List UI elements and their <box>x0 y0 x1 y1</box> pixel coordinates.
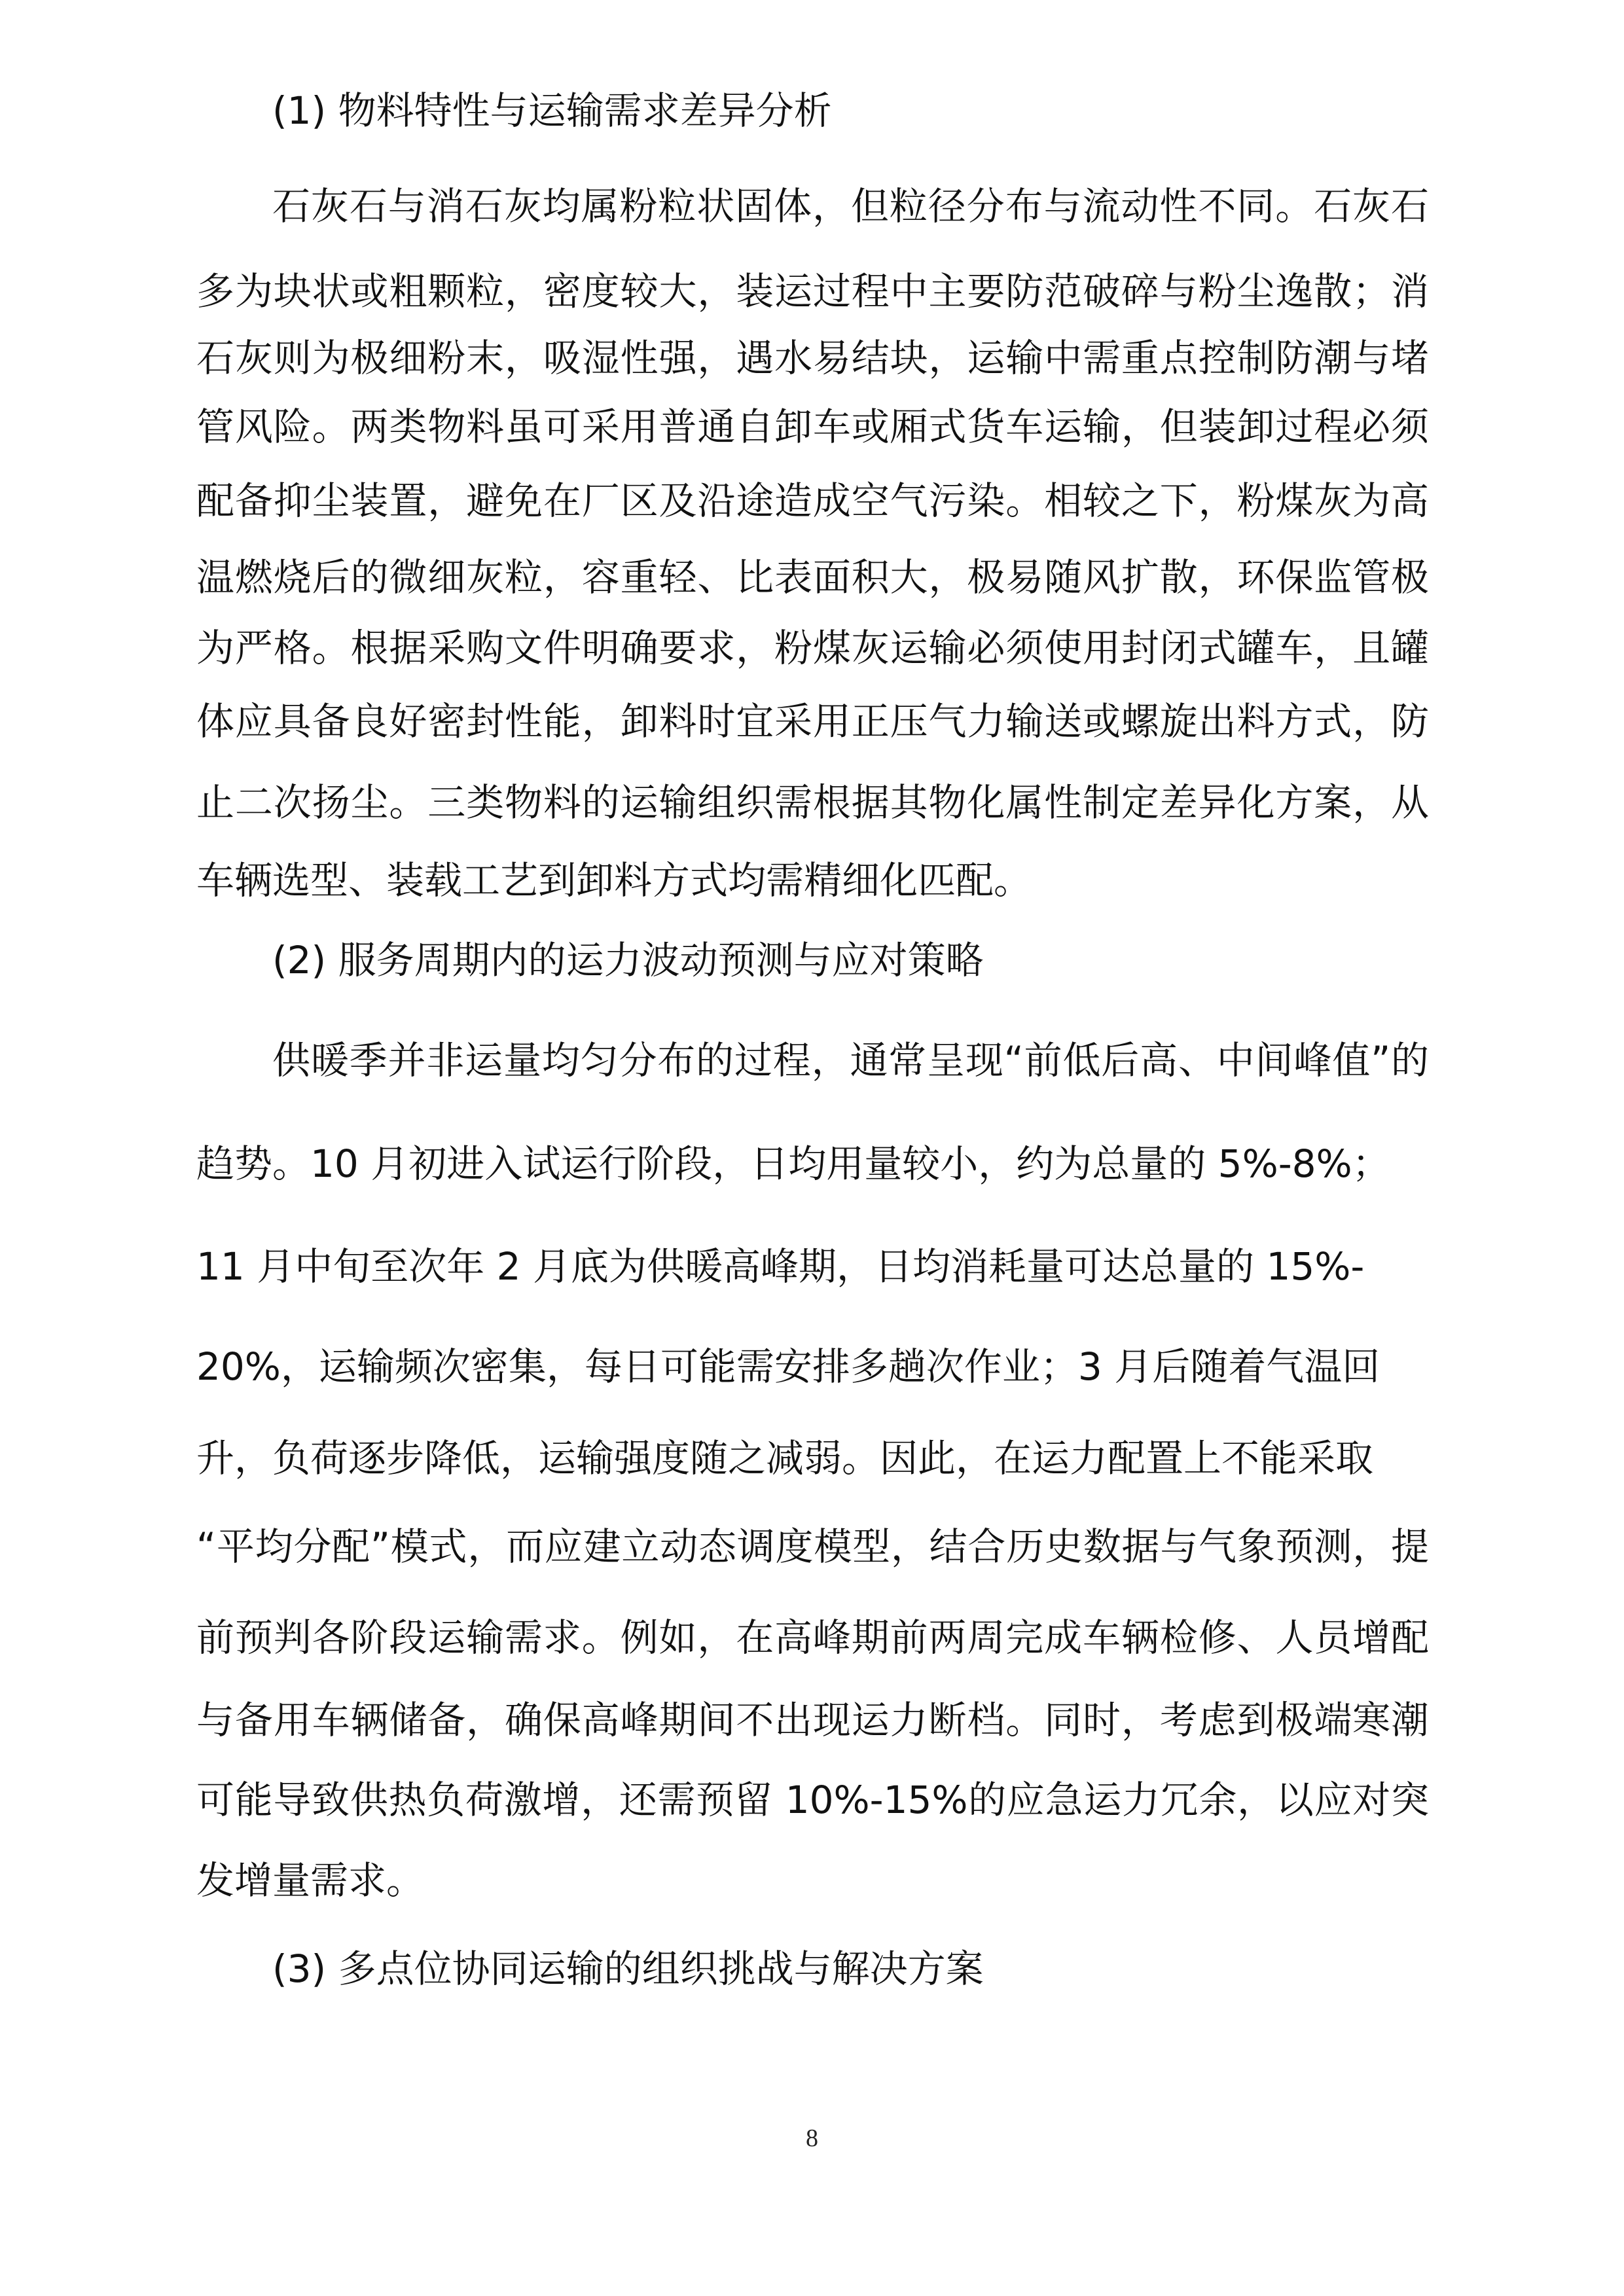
text-line: 体应具备良好密封性能，卸料时宜采用正压气力输送或螺旋出料方式，防 <box>196 699 1429 744</box>
text-line: 管风险。两类物料虽可采用普通自卸车或厢式货车运输，但装卸过程必须 <box>196 404 1429 449</box>
text-line: 升，负荷逐步降低，运输强度随之减弱。因此，在运力配置上不能采取 <box>196 1436 1374 1480</box>
text-line: 多为块状或粗颗粒，密度较大，装运过程中主要防范破碎与粉尘逸散；消 <box>196 269 1429 314</box>
text-line: 可能导致供热负荷激增，还需预留 10%-15%的应急运力冗余，以应对突 <box>196 1778 1429 1822</box>
heading-2: (2) 服务周期内的运力波动预测与应对策略 <box>272 938 984 982</box>
text-line: 20%，运输频次密集，每日可能需安排多趟次作业；3 月后随着气温回 <box>196 1344 1380 1389</box>
text-line: 前预判各阶段运输需求。例如，在高峰期前两周完成车辆检修、人员增配 <box>196 1615 1429 1660</box>
text-line: 温燃烧后的微细灰粒，容重轻、比表面积大，极易随风扩散，环保监管极 <box>196 555 1429 600</box>
page-number: 8 <box>806 2125 818 2152</box>
text-line: 为严格。根据采购文件明确要求，粉煤灰运输必须使用封闭式罐车，且罐 <box>196 626 1429 670</box>
text-line: 石灰石与消石灰均属粉粒状固体，但粒径分布与流动性不同。石灰石 <box>272 184 1429 228</box>
text-line: “平均分配”模式，而应建立动态调度模型，结合历史数据与气象预测，提 <box>196 1524 1429 1569</box>
text-line: 趋势。10 月初进入试运行阶段，日均用量较小，约为总量的 5%-8%； <box>196 1141 1390 1186</box>
text-line: 配备抑尘装置，避免在厂区及沿途造成空气污染。相较之下，粉煤灰为高 <box>196 478 1429 523</box>
text-line: 发增量需求。 <box>196 1858 425 1903</box>
text-line: 止二次扬尘。三类物料的运输组织需根据其物化属性制定差异化方案，从 <box>196 780 1429 825</box>
heading-1: (1) 物料特性与运输需求差异分析 <box>272 88 832 133</box>
heading-3: (3) 多点位协同运输的组织挑战与解决方案 <box>272 1946 984 1991</box>
text-line: 与备用车辆储备，确保高峰期间不出现运力断档。同时，考虑到极端寒潮 <box>196 1698 1429 1742</box>
text-line: 车辆选型、装载工艺到卸料方式均需精细化匹配。 <box>196 858 1032 903</box>
text-line: 11 月中旬至次年 2 月底为供暖高峰期，日均消耗量可达总量的 15%- <box>196 1244 1365 1289</box>
text-line: 供暖季并非运量均匀分布的过程，通常呈现“前低后高、中间峰值”的 <box>272 1038 1429 1083</box>
text-line: 石灰则为极细粉末，吸湿性强，遇水易结块，运输中需重点控制防潮与堵 <box>196 336 1429 380</box>
